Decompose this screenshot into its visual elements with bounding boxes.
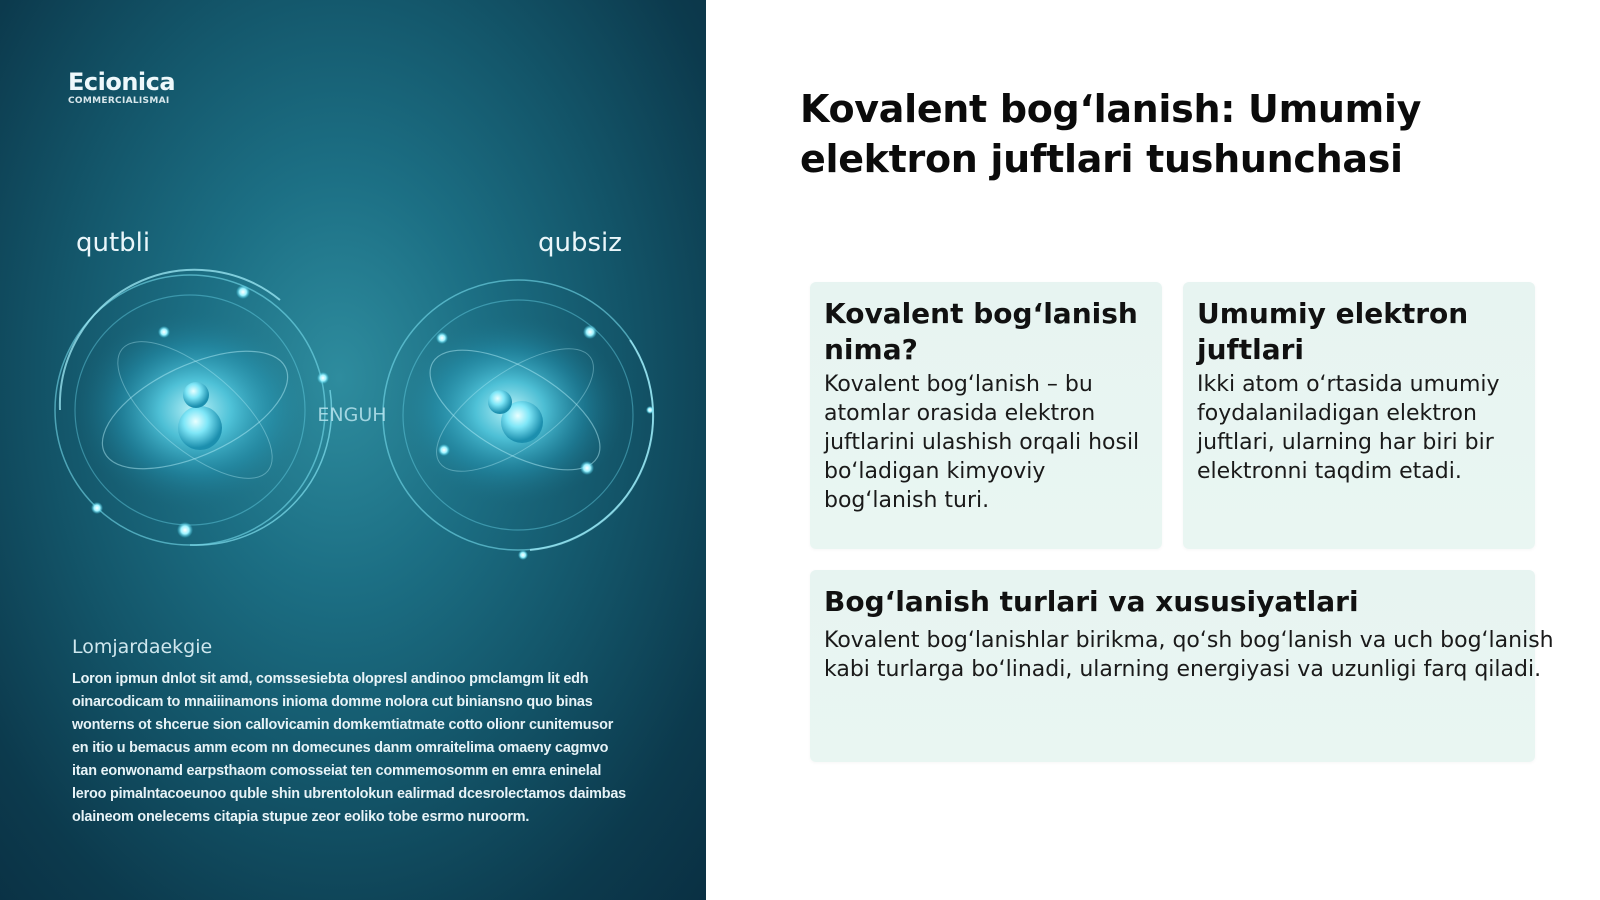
- card-text: Kovalent bog‘lanish – bu atomlar orasida elektron juftlarini ulashish orqali hosil bo‘ladigan kimyoviy bog‘lanish turi.: [824, 372, 1140, 513]
- caption-title: Lomjardaekgie: [72, 636, 213, 658]
- caption-body: Loron ipmun dnlot sit amd, comssesiebta olopresl andinoo pmclamgm lit edh oinarcodicam to mnaiiinamons inioma domme nolora cut biniansno quo binas wonterns ot shcerue sion callovicamin domkemtiatmate cotto olionr cunitemusor en itio u bemacus amm ecom nn domecunes danm omraitelima omaeny cagmvo itan eonwonamd earpsthaom comosseiat ten commemosomm en emra eninelal leroo pimalntacoeunoo quble shin ubrentolokun ealirmad dcesrolectamos daimbas olaineom onelecems citapia stupue zeor eoliko tobe esrmo nuroorm.: [72, 671, 626, 825]
- atom-label-left: qutbli: [76, 228, 151, 258]
- card-text: Ikki atom o‘rtasida umumiy foydalaniladigan elektron juftlari, ularning har biri bir elektronni taqdim etadi.: [1197, 372, 1500, 484]
- atom-right: [383, 280, 654, 560]
- brand-tagline: COMMERCIALISMAI: [68, 96, 170, 106]
- slide-title: Kovalent bog‘lanish: Umumiy elektron juftlari tushunchasi: [800, 87, 1422, 181]
- info-card-bond-types: [810, 570, 1554, 762]
- card-title: Kovalent bog‘lanish nima?: [824, 297, 1138, 366]
- bond-center-label: ENGUH: [317, 404, 387, 426]
- atom-label-right: qubsiz: [538, 228, 622, 258]
- atoms-illustration: [0, 260, 706, 580]
- card-title: Bog‘lanish turlari va xususiyatlari: [824, 585, 1359, 618]
- atom-left: [55, 270, 332, 545]
- info-card-definition: [810, 282, 1162, 549]
- card-text: Kovalent bog‘lanishlar birikma, qo‘sh bog‘lanish va uch bog‘lanish kabi turlarga bo‘linadi, ularning energiyasi va uzunligi farq qiladi.: [824, 628, 1554, 682]
- brand-name: Ecionica: [68, 68, 176, 96]
- info-card-electron-pairs: [1183, 282, 1535, 549]
- brand-logo: [68, 68, 175, 106]
- card-title: Umumiy elektron juftlari: [1197, 297, 1469, 366]
- illustration-panel: [0, 0, 706, 900]
